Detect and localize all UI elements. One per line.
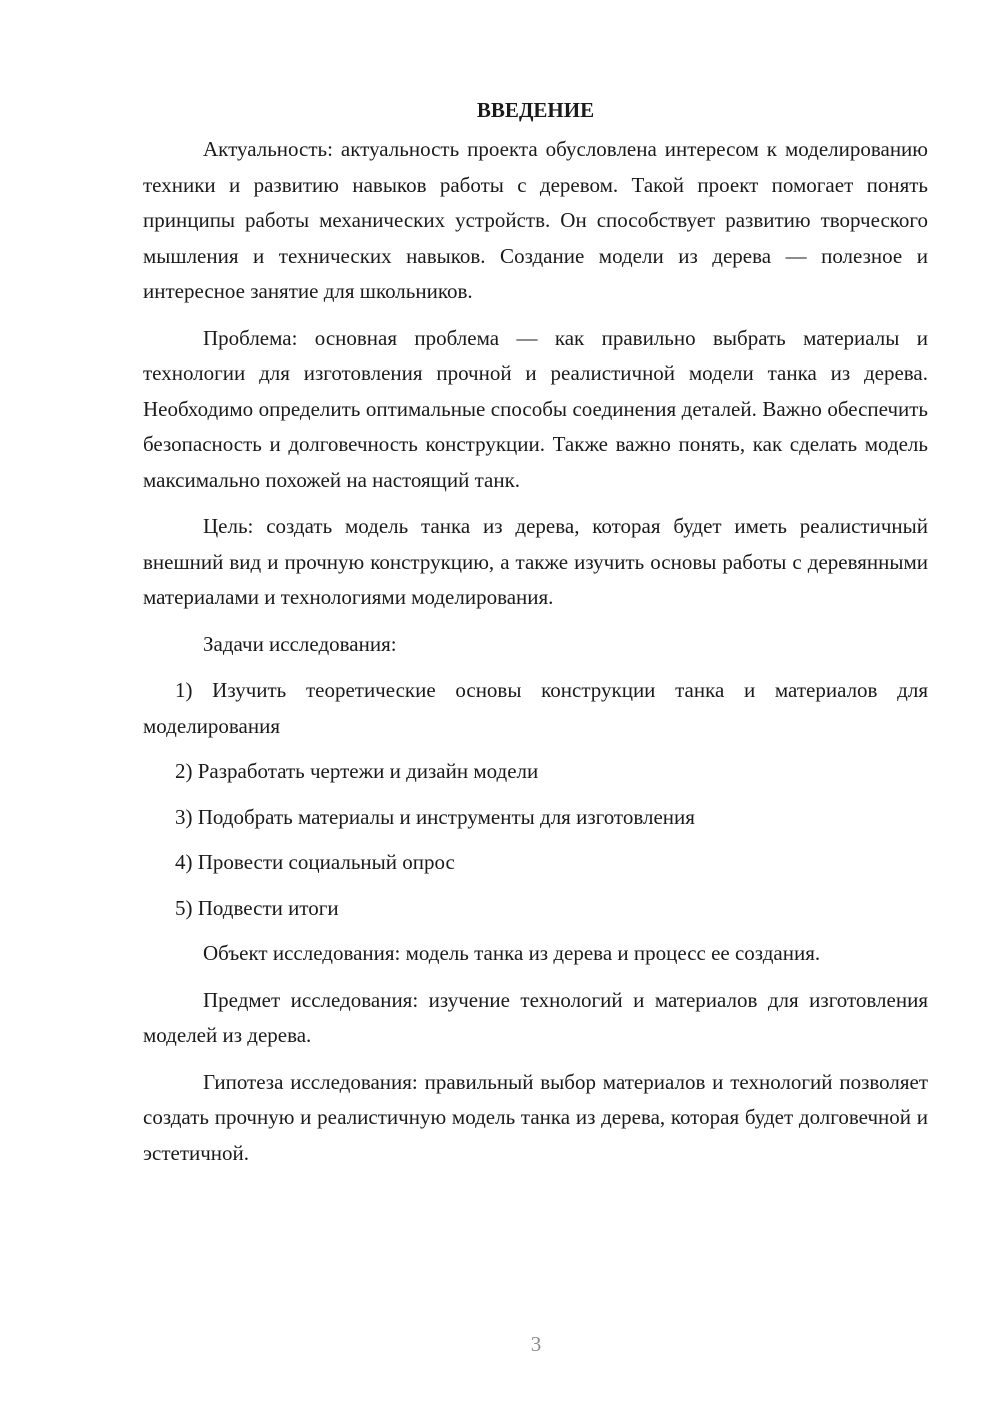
paragraph-subject: Предмет исследования: изучение технологий и материалов для изготовления моделей из дерева. <box>143 987 928 1047</box>
page-title: ВВЕДЕНИЕ <box>476 98 595 122</box>
paragraph-tasks-heading: Задачи исследования: <box>203 631 397 656</box>
list-item: 2) Разработать чертежи и дизайн модели <box>175 759 539 783</box>
paragraph-relevance: Актуальность: актуальность проекта обусловлена интересом к моделированию техники и развитию навыков работы с деревом. Такой проект помогает понять принципы работы механических устройств. Он способствует развитию творческого мышления и технических навыков. Создание модели из дерева — полезное и интересное занятие для школьников. <box>143 137 928 303</box>
page-number: 3 <box>530 1332 542 1356</box>
document-page <box>143 96 928 1182</box>
list-item: 4) Провести социальный опрос <box>175 850 455 874</box>
tasks-list <box>143 673 928 926</box>
list-item: 3) Подобрать материалы и инструменты для изготовления <box>175 804 695 829</box>
paragraph-hypothesis: Гипотеза исследования: правильный выбор материалов и технологий позволяет создать прочную и реалистичную модель танка из дерева, которая будет долговечной и эстетичной. <box>143 1069 928 1165</box>
paragraph-problem: Проблема: основная проблема — как правильно выбрать материалы и технологии для изготовления прочной и реалистичной модели танка из дерева. Необходимо определить оптимальные способы соединения деталей. Важно обеспечить безопасность и долговечность конструкции. Также важно понять, как сделать модель максимально похожей на настоящий танк. <box>143 325 928 492</box>
list-item: 5) Подвести итоги <box>175 895 339 920</box>
paragraph-goal: Цель: создать модель танка из дерева, которая будет иметь реалистичный внешний вид и прочную конструкцию, а также изучить основы работы с деревянными материалами и технологиями моделирования. <box>143 514 928 609</box>
list-item: 1) Изучить теоретические основы конструкции танка и материалов для моделирования <box>143 678 928 738</box>
paragraph-object: Объект исследования: модель танка из дерева и процесс ее создания. <box>203 941 821 965</box>
